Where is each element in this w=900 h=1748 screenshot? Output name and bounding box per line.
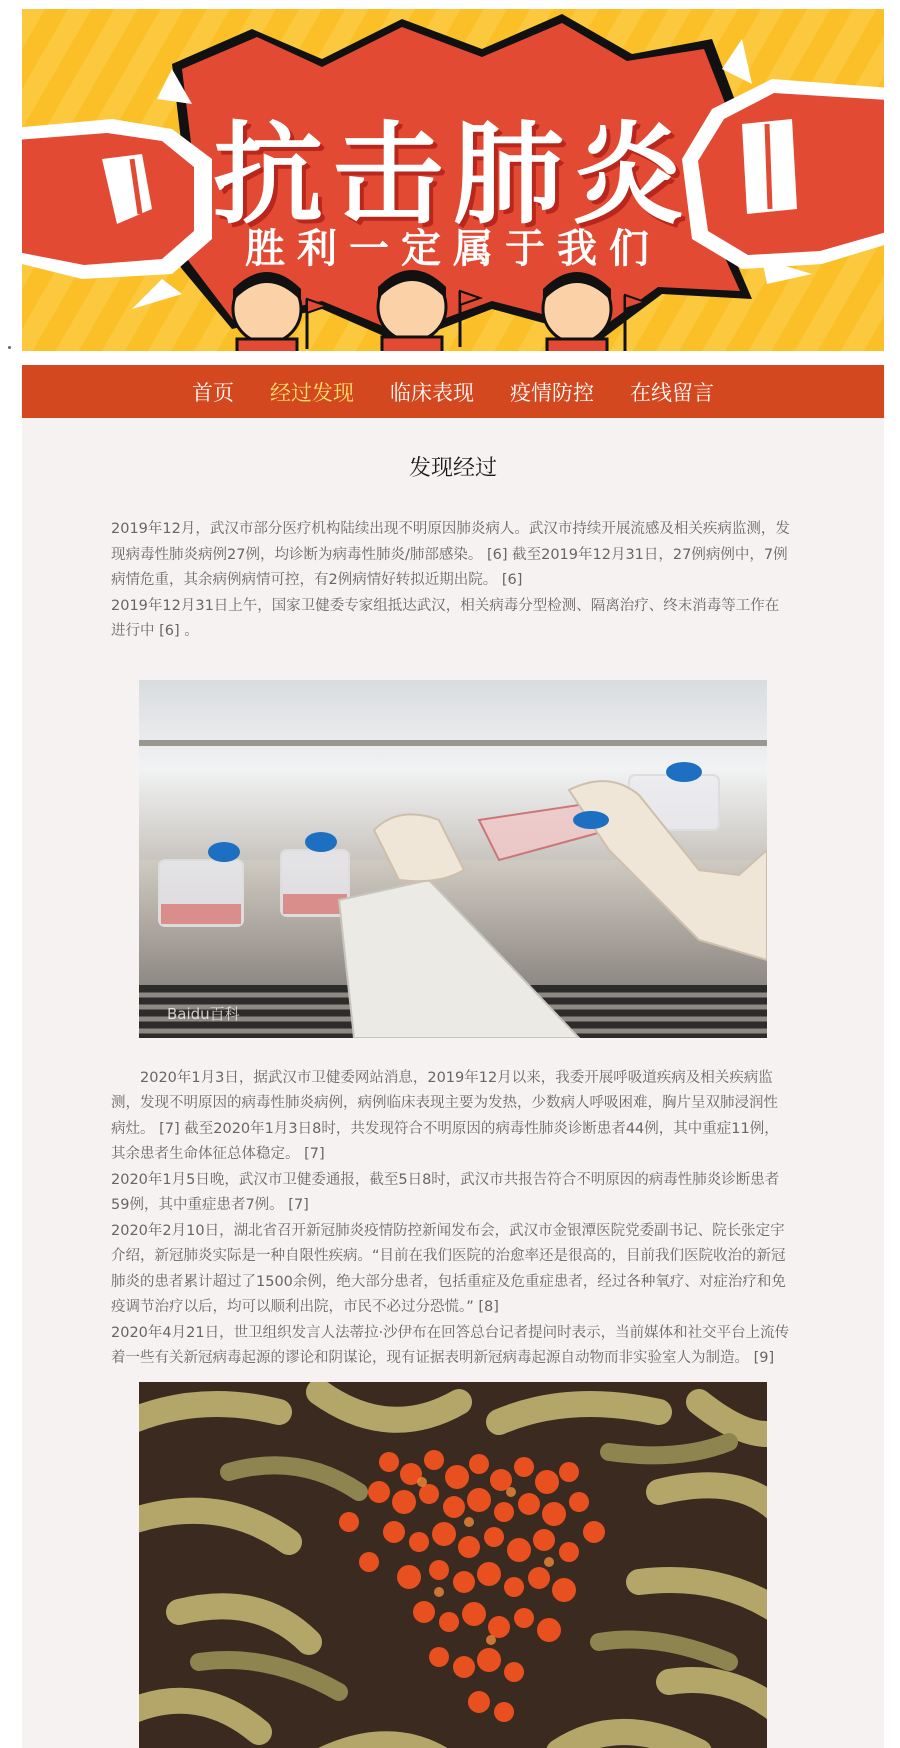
article-paragraph: 2020年1月5日晚，武汉市卫健委通报，截至5日8时，武汉市共报告符合不明原因的病毒性肺炎诊断患者59例，其中重症患者7例。 [7] <box>111 1168 792 1219</box>
nav-item-clinical[interactable]: 临床表现 <box>372 377 492 407</box>
main-nav <box>22 365 884 418</box>
nav-item-discovery[interactable]: 经过发现 <box>252 377 372 407</box>
page-wrapper <box>22 9 884 1748</box>
lab-photo-art <box>139 680 767 1038</box>
banner-title: 抗击肺炎 <box>22 87 884 245</box>
article-paragraph: 2020年2月10日，湖北省召开新冠肺炎疫情防控新闻发布会，武汉市金银潭医院党委副书记、院长张定宇介绍，新冠肺炎实际是一种自限性疾病。“目前在我们医院的治愈率还是很高的，目前我们医院收治的新冠肺炎的患者累计超过了1500余例，绝大部分患者，包括重症及危重症患者，经过各种氧疗、对症治疗和免疫调节治疗以后，均可以顺利出院，市民不必过分恐慌。” [8] <box>111 1219 792 1321</box>
nav-item-home[interactable]: 首页 <box>174 377 252 407</box>
photo-watermark: Baidu百科 <box>167 1003 240 1024</box>
article-paragraph: 2020年4月21日，世卫组织发言人法蒂拉·沙伊布在回答总台记者提问时表示，当前媒体和社交平台上流传着一些有关新冠病毒起源的谬论和阴谋论，现有证据表明新冠病毒起源自动物而非实验室人为制造。 [9] <box>111 1321 792 1372</box>
banner <box>22 9 884 351</box>
article-paragraph: 2019年12月，武汉市部分医疗机构陆续出现不明原因肺炎病人。武汉市持续开展流感及相关疾病监测，发现病毒性肺炎病例27例，均诊断为病毒性肺炎/肺部感染。 [6] 截至2019年12月31日，27例病例中，7例病情危重，其余病例病情可控，有2例病情好转拟近期出院。 [6] <box>111 517 792 594</box>
virus-micrograph <box>139 1382 767 1748</box>
stray-dot <box>8 346 11 349</box>
banner-subtitle: 胜利一定属于我们 <box>22 217 884 274</box>
main-content <box>22 418 884 1748</box>
article-block-2 <box>22 1066 884 1372</box>
nav-item-message[interactable]: 在线留言 <box>612 377 732 407</box>
article-paragraph: 2019年12月31日上午，国家卫健委专家组抵达武汉，相关病毒分型检测、隔离治疗、终末消毒等工作在进行中 [6] 。 <box>111 594 792 645</box>
article-paragraph: 2020年1月3日，据武汉市卫健委网站消息，2019年12月以来，我委开展呼吸道疾病及相关疾病监测，发现不明原因的病毒性肺炎病例，病例临床表现主要为发热，少数病人呼吸困难，胸片呈双肺浸润性病灶。 [7] 截至2020年1月3日8时，共发现符合不明原因的病毒性肺炎诊断患者44例，其中重症11例，其余患者生命体征总体稳定。 [7] <box>111 1066 792 1168</box>
nav-item-prevention[interactable]: 疫情防控 <box>492 377 612 407</box>
lab-photo <box>139 680 767 1038</box>
page-title: 发现经过 <box>22 418 884 491</box>
article-block-1 <box>22 517 884 645</box>
virus-micrograph-art <box>139 1382 767 1748</box>
